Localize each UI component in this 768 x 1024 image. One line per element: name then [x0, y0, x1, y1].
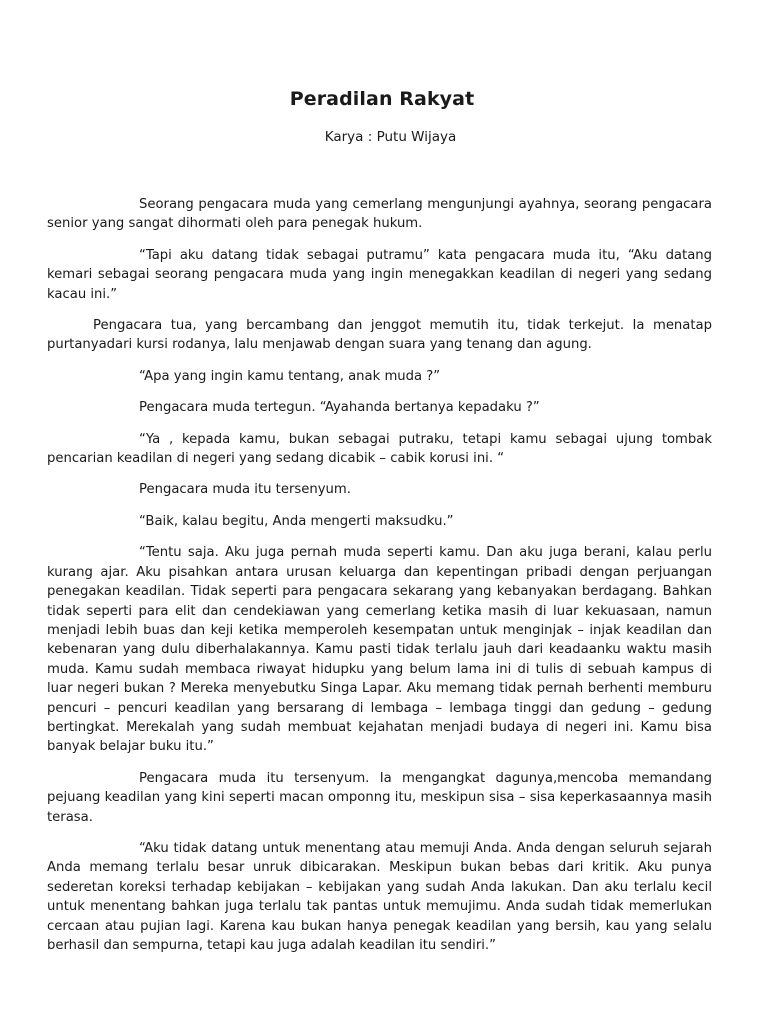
paragraph-4: “Apa yang ingin kamu tentang, anak muda ?” [139, 368, 441, 384]
paragraph-5: Pengacara muda tertegun. “Ayahanda bertanya kepadaku ?” [139, 400, 540, 416]
paragraph-1: Seorang pengacara muda yang cemerlang mengunjungi ayahnya, seorang pengacara senior yang sangat dihormati oleh para penegak hukum. [47, 197, 712, 232]
paragraph-2: “Tapi aku datang tidak sebagai putramu” kata pengacara muda itu, “Aku datang kemari sebagai seorang pengacara muda yang ingin menegakkan keadilan di negeri yang sedang kacau ini.” [47, 247, 712, 302]
paragraph-8: “Baik, kalau begitu, Anda mengerti maksudku.” [139, 513, 454, 529]
document-author: Karya : Putu Wijaya [324, 129, 457, 145]
paragraph-6: “Ya , kepada kamu, bukan sebagai putraku, tetapi kamu sebagai ujung tombak pencarian keadilan di negeri yang sedang dicabik – cabik korusi ini. “ [47, 431, 712, 467]
paragraph-9: “Tentu saja. Aku juga pernah muda seperti kamu. Dan aku juga berani, kalau perlu kurang ajar. Aku pisahkan antara urusan keluarga dan kepentingan pribadi dengan perjuangan penegakan keadilan. Tidak seperti para pengacara sekarang yang kebanyakan berdagang. Bahkan tidak seperti para elit dan cendekiawan yang cemerlang ketika masih di luar kekuasaan, namun menjadi lebih buas dan keji ketika memperoleh kesempatan untuk menginjak – injak keadilan dan kebenaran yang dulu diberhalakannya. Kamu pasti tidak terlalu jauh dari keadaanku waktu masih muda. Kamu sudah membaca riwayat hidupku yang belum lama ini di tulis di sebuah kampus di luar negeri bukan ? Mereka menyebutku Singa Lapar. Aku memang tidak pernah berhenti memburu pencuri – pencuri keadilan yang bersarang di lembaga – lembaga tinggi dan gedung – gedung bertingkat. Merekalah yang sudah membuat kejahatan menjadi budaya di negeri ini. Kamu bisa banyak belajar buku itu.” [47, 545, 712, 755]
paragraph-7: Pengacara muda itu tersenyum. [139, 482, 351, 498]
paragraph-10: Pengacara muda itu tersenyum. Ia mengangkat dagunya,mencoba memandang pejuang keadilan yang kini seperti macan omponng itu, meskipun sisa – sisa keperkasaannya masih terasa. [47, 770, 712, 825]
paragraph-3: Pengacara tua, yang bercambang dan jenggot memutih itu, tidak terkejut. Ia menatap purtanyadari kursi rodanya, lalu menjawab dengan suara yang tenang dan agung. [47, 318, 712, 353]
paragraph-11: “Aku tidak datang untuk menentang atau memuji Anda. Anda dengan seluruh sejarah Anda memang terlalu besar unruk dibicarakan. Meskipun bukan bebas dari kritik. Aku punya sederetan koreksi terhadap kebijakan – kebijakan yang sudah Anda lakukan. Dan aku terlalu kecil untuk menentang bahkan juga terlalu tak pantas untuk memujimu. Anda sudah tidak memerlukan cercaan atau pujian lagi. Karena kau bukan hanya penegak keadilan yang bersih, kau yang selalu berhasil dan sempurna, tetapi kau juga adalah keadilan itu sendiri.” [47, 840, 712, 953]
document-title: Peradilan Rakyat [289, 88, 475, 110]
